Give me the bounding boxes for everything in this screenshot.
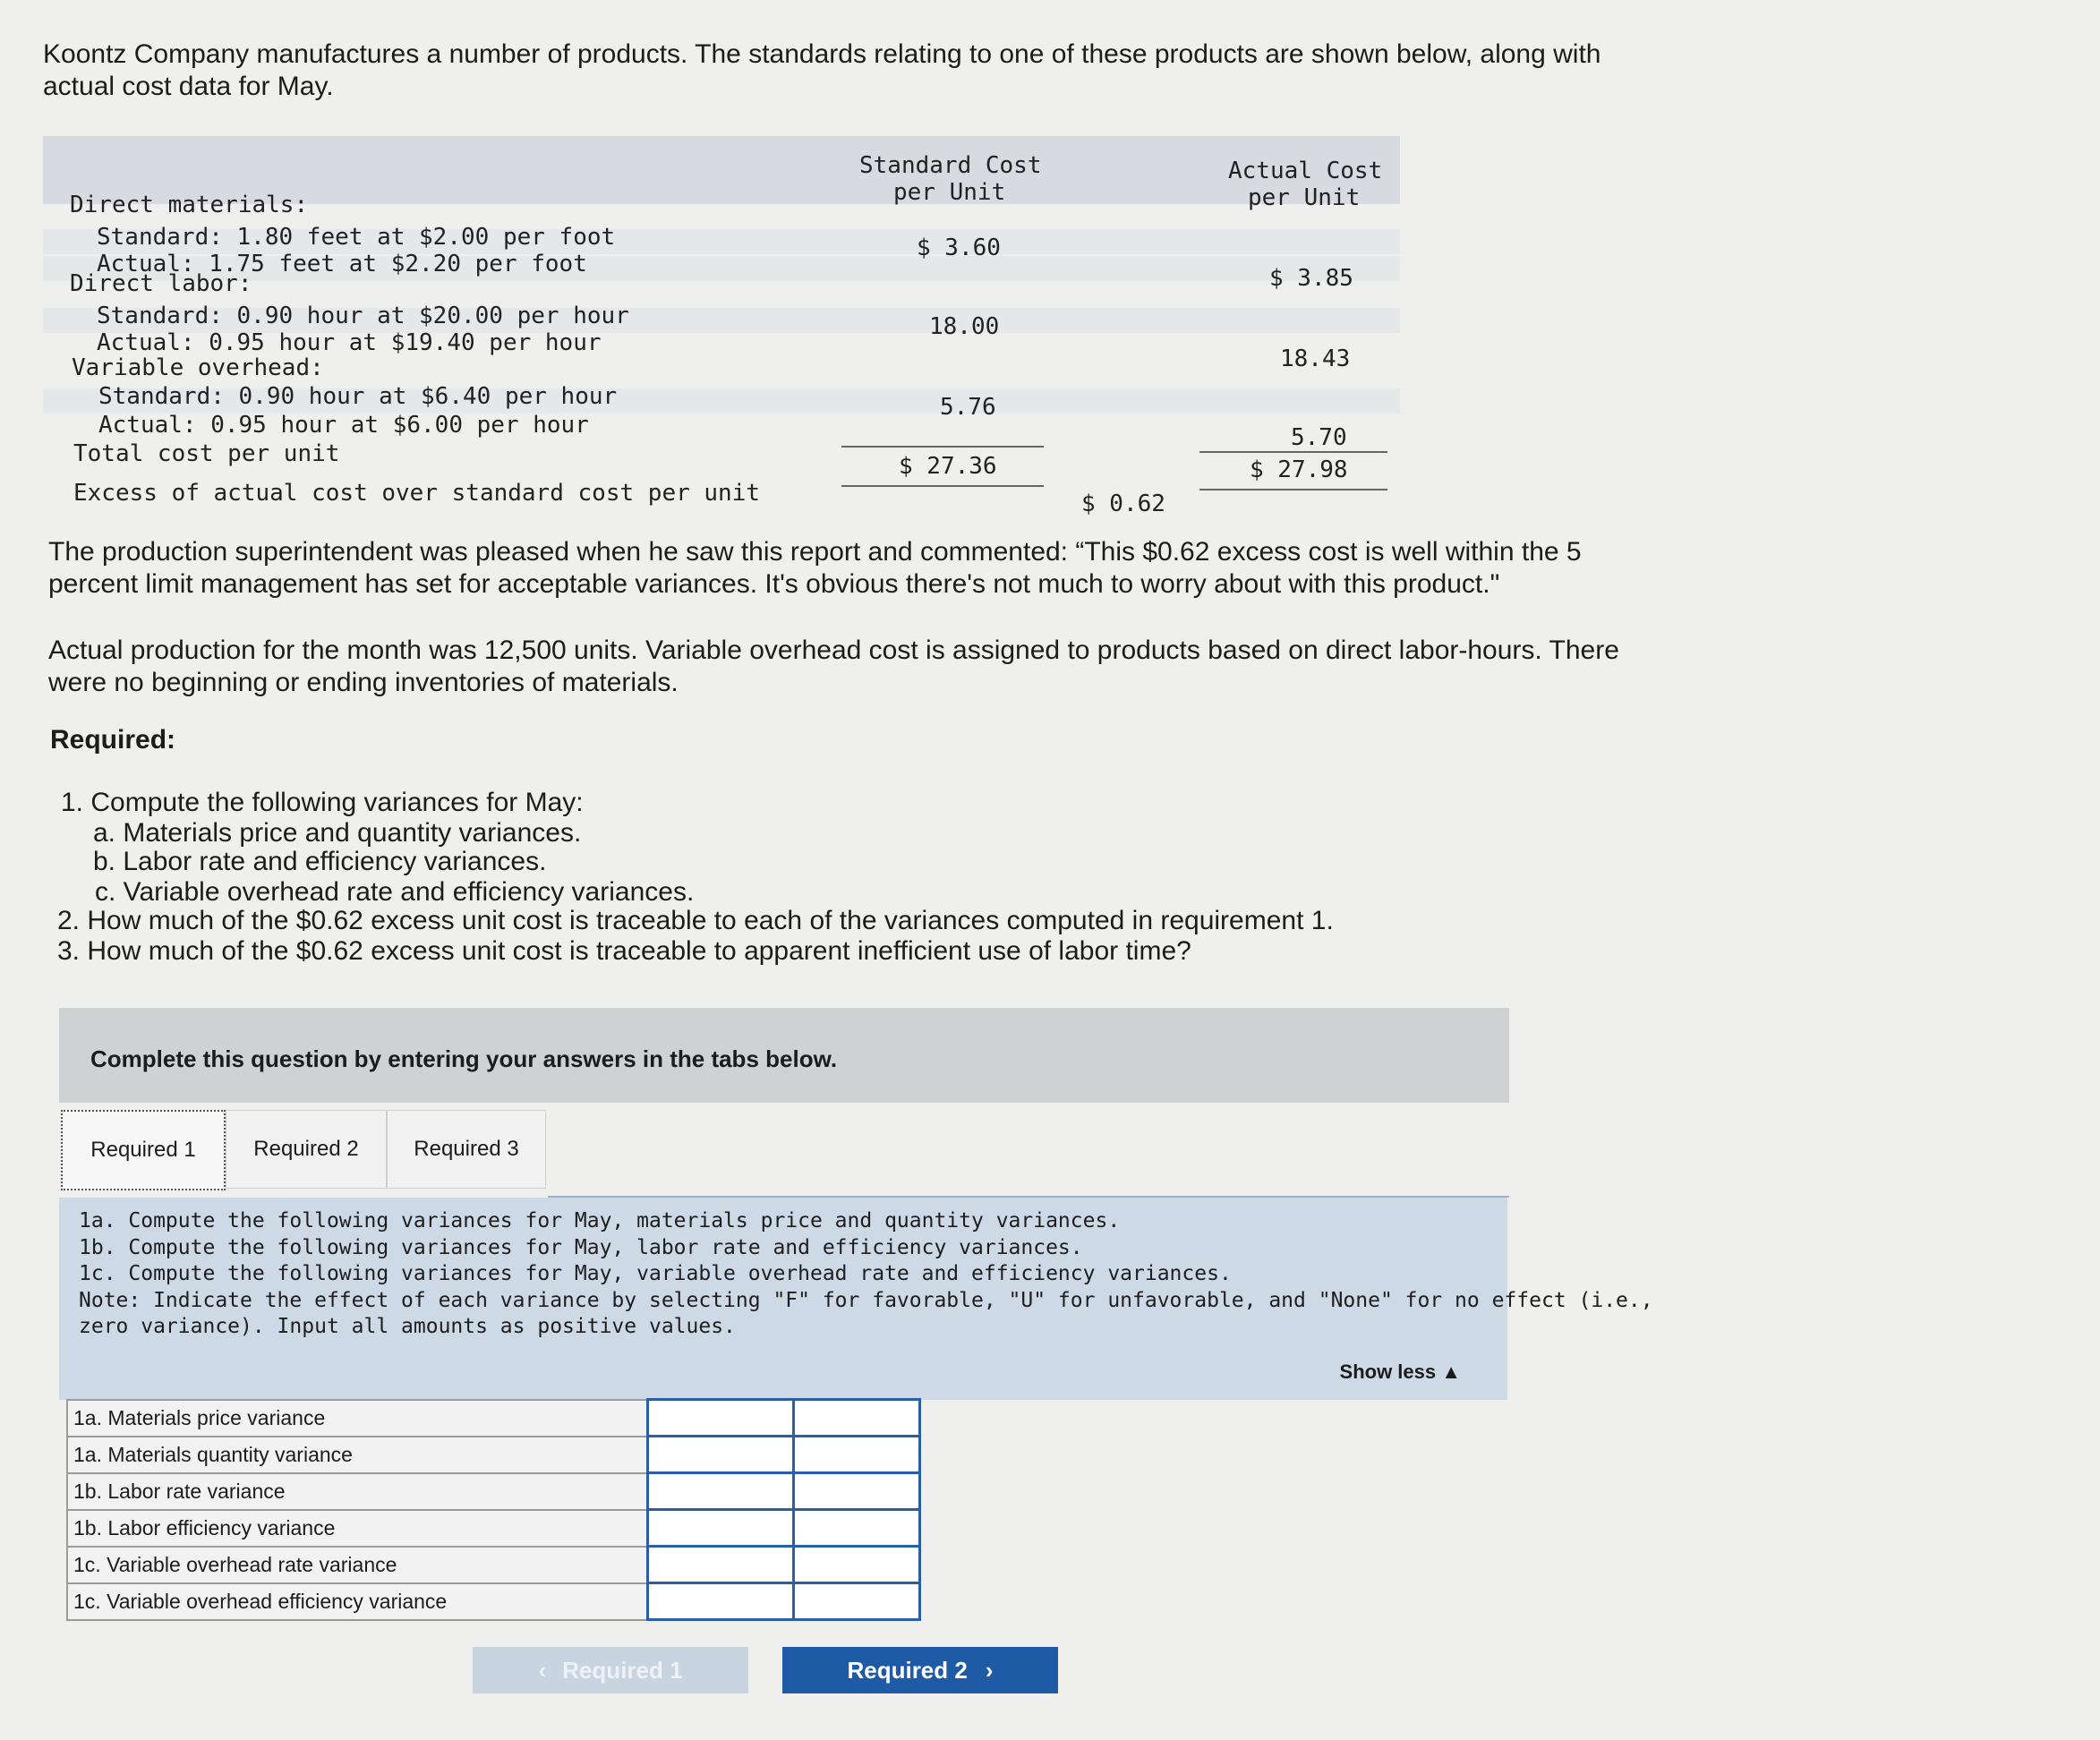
amount-input[interactable] [648,1473,794,1510]
dl-label: Direct labor: [70,270,252,297]
effect-select[interactable] [794,1473,920,1510]
dm-actual-value: $ 3.85 [1269,265,1353,292]
effect-select[interactable] [794,1400,920,1437]
required-item-1a: a. Materials price and quantity variances. [93,818,582,848]
required-item-2: 2. How much of the $0.62 excess unit cost is traceable to each of the variances computed in requirement 1. [57,906,1334,935]
required-item-1: 1. Compute the following variances for May: [61,788,584,817]
vo-actual-value: 5.70 [1291,424,1347,451]
row-label: 1c. Variable overhead rate variance [67,1547,648,1583]
row-label: 1c. Variable overhead efficiency variance [67,1583,648,1620]
table-row [67,1473,920,1510]
paragraph-2-line-2: were no beginning or ending inventories of materials. [48,668,679,697]
dl-standard: Standard: 0.90 hour at $20.00 per hour [97,303,629,329]
dm-label: Direct materials: [70,192,309,218]
total-standard-value: $ 27.36 [899,453,997,480]
dm-standard-value: $ 3.60 [917,235,1001,261]
instructions-text [79,1208,1653,1341]
dl-standard-value: 18.00 [929,313,1000,340]
next-button[interactable] [782,1647,1058,1693]
required-heading: Required: [50,725,176,755]
total-actual-value: $ 27.98 [1250,456,1348,483]
effect-select[interactable] [794,1510,920,1547]
instructions-panel [59,1198,1653,1400]
intro-line-1: Koontz Company manufactures a number of products. The standards relating to one of these products are shown below, along with [43,39,1601,69]
excess-label: Excess of actual cost over standard cost per unit [73,480,761,507]
total-label: Total cost per unit [73,440,340,467]
total-rule-standard [841,485,1044,487]
paragraph-2-line-1: Actual production for the month was 12,500 units. Variable overhead cost is assigned to products based on direct labor-hours. There [48,635,1619,665]
effect-select[interactable] [794,1437,920,1473]
amount-input[interactable] [648,1400,794,1437]
header-actual-2: per Unit [1248,184,1361,211]
complete-question-banner [59,1008,1509,1103]
subtotal-rule-actual [1199,451,1387,453]
dl-actual: Actual: 0.95 hour at $19.40 per hour [97,329,602,356]
dl-actual-value: 18.43 [1280,345,1351,372]
table-row [67,1437,920,1473]
amount-input[interactable] [648,1583,794,1620]
tab-required-3[interactable]: Required 3 [387,1110,546,1189]
chevron-right-icon: › [985,1656,994,1684]
excess-value: $ 0.62 [1081,490,1165,517]
answer-table [66,1398,921,1621]
intro-line-2: actual cost data for May. [43,72,334,101]
vo-actual: Actual: 0.95 hour at $6.00 per hour [98,412,589,439]
required-item-1c: c. Variable overhead rate and efficiency variances. [95,877,695,907]
next-button-label: Required 2 [847,1656,968,1684]
instruction-note-1: Note: Indicate the effect of each variance by selecting "F" for favorable, "U" for unfavorable, and "None" for no effect (i.e., [79,1288,1653,1312]
required-item-1b: b. Labor rate and efficiency variances. [93,847,547,876]
tab-required-2[interactable]: Required 2 [226,1110,387,1189]
row-label: 1b. Labor rate variance [67,1473,648,1510]
row-label: 1a. Materials price variance [67,1400,648,1437]
tab-required-1[interactable]: Required 1 [61,1110,226,1190]
subtotal-rule-standard [841,446,1044,448]
row-label: 1b. Labor efficiency variance [67,1510,648,1547]
vo-standard: Standard: 0.90 hour at $6.40 per hour [98,383,618,410]
total-rule-actual [1199,489,1387,490]
amount-input[interactable] [648,1510,794,1547]
amount-input[interactable] [648,1437,794,1473]
table-row [67,1510,920,1547]
header-standard-2: per Unit [893,179,1006,206]
amount-input[interactable] [648,1547,794,1583]
effect-select[interactable] [794,1583,920,1620]
previous-button-label: Required 1 [562,1656,683,1684]
table-row [67,1583,920,1620]
show-less-toggle[interactable]: Show less ▲ [1339,1360,1461,1383]
dm-standard: Standard: 1.80 feet at $2.00 per foot [97,224,616,251]
row-label: 1a. Materials quantity variance [67,1437,648,1473]
instruction-1a: 1a. Compute the following variances for May, materials price and quantity variances. [79,1209,1121,1232]
dm-actual: Actual: 1.75 feet at $2.20 per foot [97,251,587,277]
table-row [67,1400,920,1437]
previous-button[interactable] [473,1647,748,1693]
paragraph-1-line-2: percent limit management has set for acceptable variances. It's obvious there's not much to worry about with this product." [48,569,1500,599]
required-item-3: 3. How much of the $0.62 excess unit cost is traceable to apparent inefficient use of labor time? [57,936,1191,966]
complete-question-text: Complete this question by entering your answers in the tabs below. [90,1045,838,1072]
paragraph-1-line-1: The production superintendent was pleased when he saw this report and commented: “This $0.62 excess cost is well within the 5 [48,537,1582,567]
header-actual-1: Actual Cost [1228,158,1383,184]
vo-standard-value: 5.76 [940,394,996,421]
table-row [67,1547,920,1583]
chevron-left-icon: ‹ [538,1656,547,1684]
instruction-note-2: zero variance). Input all amounts as positive values. [79,1315,736,1338]
effect-select[interactable] [794,1547,920,1583]
instruction-1b: 1b. Compute the following variances for May, labor rate and efficiency variances. [79,1235,1083,1259]
header-standard-1: Standard Cost [859,152,1042,179]
instruction-1c: 1c. Compute the following variances for May, variable overhead rate and efficiency variances. [79,1262,1232,1285]
vo-label: Variable overhead: [72,354,324,381]
